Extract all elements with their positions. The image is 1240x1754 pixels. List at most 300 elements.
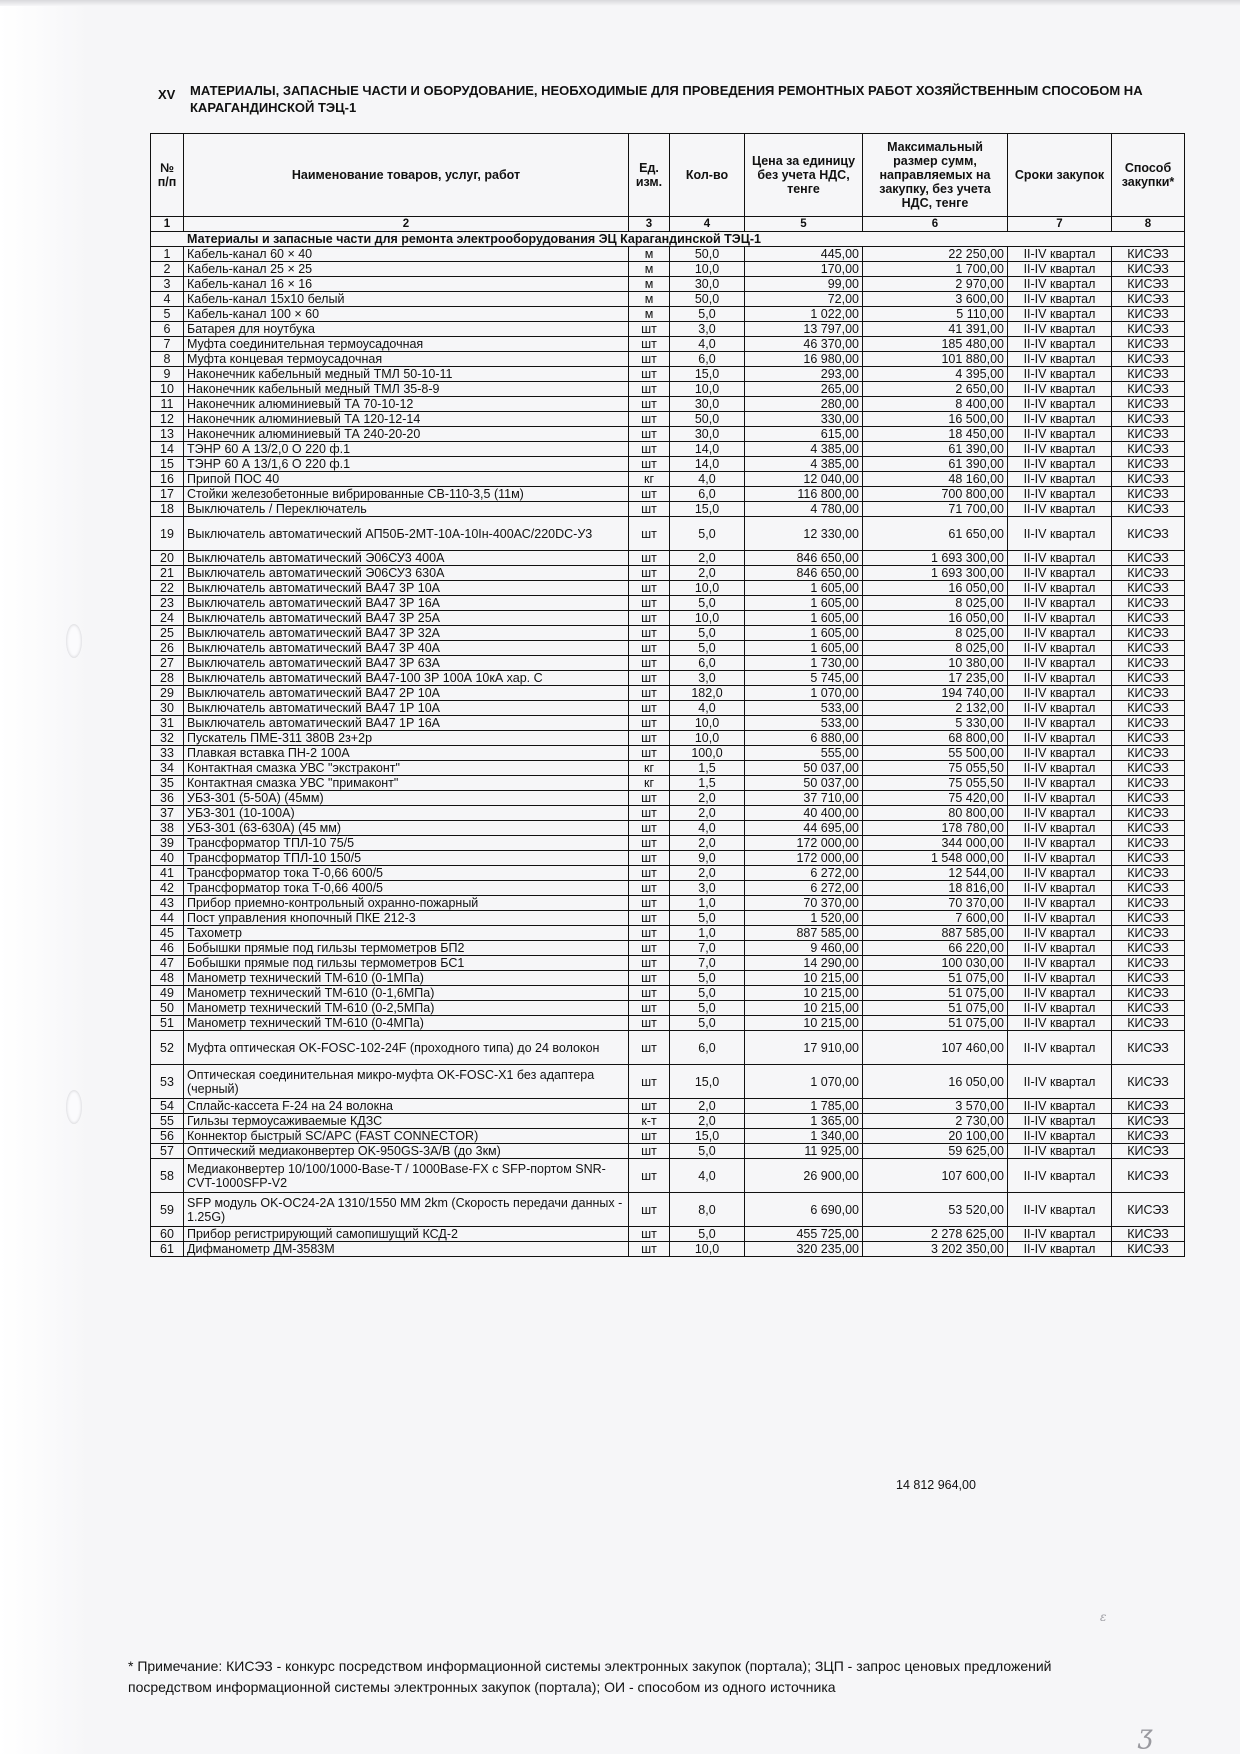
- table-row: [151, 1227, 1185, 1242]
- cell-method: КИСЭЗ: [1112, 731, 1185, 746]
- cell-num: 47: [151, 956, 184, 971]
- cell-num: 31: [151, 716, 184, 731]
- cell-num: 25: [151, 626, 184, 641]
- cell-price: 14 290,00: [745, 956, 863, 971]
- table-row: [151, 277, 1185, 292]
- cell-price: 1 520,00: [745, 911, 863, 926]
- cell-price: 4 385,00: [745, 457, 863, 472]
- cell-num: 27: [151, 656, 184, 671]
- cell-qty: 2,0: [670, 836, 745, 851]
- cell-method: КИСЭЗ: [1112, 397, 1185, 412]
- cell-unit: м: [629, 262, 670, 277]
- cell-num: 3: [151, 277, 184, 292]
- section-title-row: [151, 232, 1185, 247]
- cell-amount: 51 075,00: [863, 1016, 1008, 1031]
- cell-method: КИСЭЗ: [1112, 367, 1185, 382]
- cell-qty: 50,0: [670, 292, 745, 307]
- cell-name: Манометр технический ТМ-610 (0-1,6МПа): [184, 986, 629, 1001]
- cell-period: II-IV квартал: [1008, 1001, 1112, 1016]
- cell-period: II-IV квартал: [1008, 896, 1112, 911]
- cell-name: Контактная смазка УВС "примаконт": [184, 776, 629, 791]
- cell-price: 265,00: [745, 382, 863, 397]
- cell-amount: 3 570,00: [863, 1099, 1008, 1114]
- cell-amount: 4 395,00: [863, 367, 1008, 382]
- cell-price: 1 022,00: [745, 307, 863, 322]
- cell-period: II-IV квартал: [1008, 566, 1112, 581]
- cell-qty: 5,0: [670, 911, 745, 926]
- table-row: [151, 911, 1185, 926]
- cell-method: КИСЭЗ: [1112, 716, 1185, 731]
- cell-name: Выключатель автоматический ВА47 3Р 10А: [184, 581, 629, 596]
- cell-name: ТЭНР 60 А 13/1,6 О 220 ф.1: [184, 457, 629, 472]
- table-row: [151, 1114, 1185, 1129]
- cell-price: 6 690,00: [745, 1193, 863, 1227]
- cell-period: II-IV квартал: [1008, 1193, 1112, 1227]
- cell-method: КИСЭЗ: [1112, 382, 1185, 397]
- cell-price: 846 650,00: [745, 551, 863, 566]
- cell-period: II-IV квартал: [1008, 776, 1112, 791]
- cell-amount: 178 780,00: [863, 821, 1008, 836]
- cell-name: Кабель-канал 25 × 25: [184, 262, 629, 277]
- cell-qty: 7,0: [670, 956, 745, 971]
- cell-qty: 2,0: [670, 806, 745, 821]
- cell-name: Выключатель автоматический ВА47 1Р 16А: [184, 716, 629, 731]
- table-row: [151, 776, 1185, 791]
- section-number: XV: [158, 87, 176, 102]
- cell-price: 4 780,00: [745, 502, 863, 517]
- cell-num: 39: [151, 836, 184, 851]
- cell-num: 50: [151, 1001, 184, 1016]
- cell-unit: шт: [629, 1031, 670, 1065]
- cell-method: КИСЭЗ: [1112, 442, 1185, 457]
- cell-qty: 100,0: [670, 746, 745, 761]
- table-row: [151, 611, 1185, 626]
- cell-period: II-IV квартал: [1008, 1242, 1112, 1257]
- cell-amount: 2 730,00: [863, 1114, 1008, 1129]
- cell-unit: шт: [629, 671, 670, 686]
- cell-qty: 3,0: [670, 881, 745, 896]
- cell-price: 40 400,00: [745, 806, 863, 821]
- cell-amount: 3 600,00: [863, 292, 1008, 307]
- cell-name: Гильзы термоусаживаемые КДЗС: [184, 1114, 629, 1129]
- cell-method: КИСЭЗ: [1112, 746, 1185, 761]
- cell-price: 533,00: [745, 701, 863, 716]
- cell-method: КИСЭЗ: [1112, 517, 1185, 551]
- cell-unit: шт: [629, 517, 670, 551]
- cell-num: 58: [151, 1159, 184, 1193]
- cell-price: 1 070,00: [745, 1065, 863, 1099]
- cell-num: 56: [151, 1129, 184, 1144]
- cell-unit: шт: [629, 686, 670, 701]
- table-row: [151, 397, 1185, 412]
- cell-amount: 80 800,00: [863, 806, 1008, 821]
- table-row: [151, 1016, 1185, 1031]
- cell-num: 36: [151, 791, 184, 806]
- cell-num: 21: [151, 566, 184, 581]
- cell-num: 54: [151, 1099, 184, 1114]
- cell-method: КИСЭЗ: [1112, 1016, 1185, 1031]
- cell-qty: 4,0: [670, 821, 745, 836]
- cell-unit: шт: [629, 716, 670, 731]
- cell-num: 12: [151, 412, 184, 427]
- cell-price: 11 925,00: [745, 1144, 863, 1159]
- cell-price: 6 272,00: [745, 881, 863, 896]
- cell-qty: 10,0: [670, 1242, 745, 1257]
- cell-qty: 5,0: [670, 596, 745, 611]
- cell-unit: кг: [629, 472, 670, 487]
- header-unit: Ед. изм.: [629, 134, 670, 217]
- table-row: [151, 956, 1185, 971]
- cell-qty: 2,0: [670, 791, 745, 806]
- table-row: [151, 322, 1185, 337]
- cell-method: КИСЭЗ: [1112, 881, 1185, 896]
- cell-amount: 75 420,00: [863, 791, 1008, 806]
- cell-unit: шт: [629, 1016, 670, 1031]
- cell-amount: 16 050,00: [863, 581, 1008, 596]
- cell-price: 99,00: [745, 277, 863, 292]
- cell-period: II-IV квартал: [1008, 307, 1112, 322]
- table-row: [151, 1129, 1185, 1144]
- cell-num: 19: [151, 517, 184, 551]
- cell-method: КИСЭЗ: [1112, 866, 1185, 881]
- cell-period: II-IV квартал: [1008, 641, 1112, 656]
- cell-period: II-IV квартал: [1008, 1016, 1112, 1031]
- cell-method: КИСЭЗ: [1112, 791, 1185, 806]
- cell-num: 59: [151, 1193, 184, 1227]
- cell-method: КИСЭЗ: [1112, 307, 1185, 322]
- cell-amount: 1 693 300,00: [863, 551, 1008, 566]
- table-row: [151, 821, 1185, 836]
- cell-name: Оптическая соединительная микро-муфта OK-FOSC-X1 без адаптера (черный): [184, 1065, 629, 1099]
- cell-price: 887 585,00: [745, 926, 863, 941]
- cell-method: КИСЭЗ: [1112, 1001, 1185, 1016]
- cell-qty: 14,0: [670, 457, 745, 472]
- cell-qty: 15,0: [670, 367, 745, 382]
- cell-period: II-IV квартал: [1008, 397, 1112, 412]
- cell-qty: 5,0: [670, 1016, 745, 1031]
- cell-method: КИСЭЗ: [1112, 821, 1185, 836]
- cell-unit: шт: [629, 731, 670, 746]
- cell-unit: шт: [629, 1129, 670, 1144]
- cell-method: КИСЭЗ: [1112, 776, 1185, 791]
- cell-num: 28: [151, 671, 184, 686]
- cell-price: 1 070,00: [745, 686, 863, 701]
- cell-period: II-IV квартал: [1008, 1065, 1112, 1099]
- cell-period: II-IV квартал: [1008, 1114, 1112, 1129]
- cell-num: 32: [151, 731, 184, 746]
- cell-name: Батарея для ноутбука: [184, 322, 629, 337]
- cell-num: 38: [151, 821, 184, 836]
- cell-method: КИСЭЗ: [1112, 836, 1185, 851]
- footnote: * Примечание: КИСЭЗ - конкурс посредством информационной системы электронных закупок (портала); ЗЦП - запрос ценовых предложений посредством информационной системы электронных закупок (портала); ОИ - способом из одного источника: [128, 1658, 1052, 1695]
- cell-amount: 16 050,00: [863, 1065, 1008, 1099]
- cell-amount: 2 970,00: [863, 277, 1008, 292]
- cell-period: II-IV квартал: [1008, 731, 1112, 746]
- cell-qty: 4,0: [670, 1159, 745, 1193]
- table-row: [151, 337, 1185, 352]
- cell-num: 7: [151, 337, 184, 352]
- column-index-row: [151, 217, 1185, 232]
- cell-price: 6 880,00: [745, 731, 863, 746]
- cell-method: КИСЭЗ: [1112, 941, 1185, 956]
- cell-price: 1 365,00: [745, 1114, 863, 1129]
- punch-hole: [66, 624, 82, 658]
- cell-unit: кг: [629, 761, 670, 776]
- cell-period: II-IV квартал: [1008, 442, 1112, 457]
- cell-price: 1 730,00: [745, 656, 863, 671]
- cell-unit: шт: [629, 941, 670, 956]
- cell-method: КИСЭЗ: [1112, 896, 1185, 911]
- cell-method: КИСЭЗ: [1112, 1193, 1185, 1227]
- cell-name: Выключатель автоматический АП50Б-2МТ-10А-10Iн-400АС/220DC-У3: [184, 517, 629, 551]
- cell-period: II-IV квартал: [1008, 956, 1112, 971]
- header-method: Способ закупки*: [1112, 134, 1185, 217]
- cell-num: 11: [151, 397, 184, 412]
- cell-unit: шт: [629, 1159, 670, 1193]
- cell-amount: 51 075,00: [863, 986, 1008, 1001]
- cell-name: Бобышки прямые под гильзы термометров БП2: [184, 941, 629, 956]
- table-row: [151, 731, 1185, 746]
- cell-qty: 7,0: [670, 941, 745, 956]
- cell-period: II-IV квартал: [1008, 971, 1112, 986]
- document-title: МАТЕРИАЛЫ, ЗАПАСНЫЕ ЧАСТИ И ОБОРУДОВАНИЕ, НЕОБХОДИМЫЕ ДЛЯ ПРОВЕДЕНИЯ РЕМОНТНЫХ РАБОТ ХОЗЯЙСТВЕННЫМ СПОСОБОМ НА КАРАГАНДИНСКОЙ ТЭЦ-1: [190, 83, 1143, 115]
- cell-amount: 68 800,00: [863, 731, 1008, 746]
- cell-num: 16: [151, 472, 184, 487]
- cell-unit: кг: [629, 776, 670, 791]
- cell-price: 1 785,00: [745, 1099, 863, 1114]
- cell-num: 52: [151, 1031, 184, 1065]
- cell-period: II-IV квартал: [1008, 851, 1112, 866]
- cell-qty: 10,0: [670, 262, 745, 277]
- cell-price: 280,00: [745, 397, 863, 412]
- cell-amount: 194 740,00: [863, 686, 1008, 701]
- cell-price: 50 037,00: [745, 761, 863, 776]
- cell-num: 13: [151, 427, 184, 442]
- cell-price: 12 330,00: [745, 517, 863, 551]
- cell-unit: шт: [629, 442, 670, 457]
- cell-num: 41: [151, 866, 184, 881]
- cell-price: 72,00: [745, 292, 863, 307]
- cell-unit: шт: [629, 1144, 670, 1159]
- cell-name: Выключатель автоматический ВА47-100 3Р 100А 10кА хар. С: [184, 671, 629, 686]
- cell-period: II-IV квартал: [1008, 1159, 1112, 1193]
- cell-period: II-IV квартал: [1008, 352, 1112, 367]
- cell-method: КИСЭЗ: [1112, 1114, 1185, 1129]
- cell-name: Трансформатор тока Т-0,66 400/5: [184, 881, 629, 896]
- cell-num: 53: [151, 1065, 184, 1099]
- table-row: [151, 656, 1185, 671]
- table-row: [151, 262, 1185, 277]
- cell-method: КИСЭЗ: [1112, 701, 1185, 716]
- cell-name: Дифманометр ДМ-3583М: [184, 1242, 629, 1257]
- cell-num: 34: [151, 761, 184, 776]
- cell-period: II-IV квартал: [1008, 277, 1112, 292]
- cell-price: 1 605,00: [745, 596, 863, 611]
- cell-unit: шт: [629, 487, 670, 502]
- cell-method: КИСЭЗ: [1112, 457, 1185, 472]
- cell-unit: шт: [629, 881, 670, 896]
- cell-qty: 5,0: [670, 641, 745, 656]
- cell-period: II-IV квартал: [1008, 626, 1112, 641]
- cell-qty: 5,0: [670, 971, 745, 986]
- cell-method: КИСЭЗ: [1112, 352, 1185, 367]
- cell-period: II-IV квартал: [1008, 701, 1112, 716]
- cell-num: 20: [151, 551, 184, 566]
- cell-amount: 2 650,00: [863, 382, 1008, 397]
- cell-amount: 75 055,50: [863, 776, 1008, 791]
- cell-qty: 6,0: [670, 352, 745, 367]
- cell-name: Манометр технический ТМ-610 (0-2,5МПа): [184, 1001, 629, 1016]
- table-row: [151, 551, 1185, 566]
- cell-price: 330,00: [745, 412, 863, 427]
- procurement-table: [150, 133, 1185, 1257]
- cell-qty: 14,0: [670, 442, 745, 457]
- cell-qty: 2,0: [670, 551, 745, 566]
- table-row: [151, 851, 1185, 866]
- cell-qty: 9,0: [670, 851, 745, 866]
- table-row: [151, 442, 1185, 457]
- cell-qty: 10,0: [670, 382, 745, 397]
- cell-price: 37 710,00: [745, 791, 863, 806]
- cell-amount: 1 700,00: [863, 262, 1008, 277]
- table-row: [151, 671, 1185, 686]
- cell-unit: м: [629, 247, 670, 262]
- cell-price: 17 910,00: [745, 1031, 863, 1065]
- cell-price: 615,00: [745, 427, 863, 442]
- cell-unit: шт: [629, 1193, 670, 1227]
- cell-period: II-IV квартал: [1008, 686, 1112, 701]
- cell-unit: шт: [629, 791, 670, 806]
- cell-name: Манометр технический ТМ-610 (0-4МПа): [184, 1016, 629, 1031]
- cell-unit: шт: [629, 596, 670, 611]
- table-row: [151, 487, 1185, 502]
- cell-unit: шт: [629, 866, 670, 881]
- cell-unit: шт: [629, 656, 670, 671]
- cell-name: Выключатель / Переключатель: [184, 502, 629, 517]
- cell-name: Выключатель автоматический ВА47 3Р 63А: [184, 656, 629, 671]
- table-row: [151, 517, 1185, 551]
- cell-num: 35: [151, 776, 184, 791]
- cell-name: Коннектор быстрый SC/APC (FAST CONNECTOR): [184, 1129, 629, 1144]
- cell-price: 445,00: [745, 247, 863, 262]
- cell-price: 50 037,00: [745, 776, 863, 791]
- cell-method: КИСЭЗ: [1112, 581, 1185, 596]
- table-header-row: [151, 134, 1185, 217]
- cell-period: II-IV квартал: [1008, 596, 1112, 611]
- cell-qty: 5,0: [670, 1144, 745, 1159]
- cell-unit: шт: [629, 1099, 670, 1114]
- cell-name: Манометр технический ТМ-610 (0-1МПа): [184, 971, 629, 986]
- table-row: [151, 896, 1185, 911]
- cell-method: КИСЭЗ: [1112, 656, 1185, 671]
- cell-qty: 10,0: [670, 731, 745, 746]
- cell-period: II-IV квартал: [1008, 716, 1112, 731]
- cell-name: Муфта оптическая OK-FOSC-102-24F (проходного типа) до 24 волокон: [184, 1031, 629, 1065]
- cell-method: КИСЭЗ: [1112, 292, 1185, 307]
- cell-qty: 5,0: [670, 517, 745, 551]
- cell-price: 172 000,00: [745, 851, 863, 866]
- cell-method: КИСЭЗ: [1112, 412, 1185, 427]
- table-row: [151, 881, 1185, 896]
- cell-amount: 70 370,00: [863, 896, 1008, 911]
- cell-name: Выключатель автоматический Э06СУ3 630А: [184, 566, 629, 581]
- cell-amount: 2 278 625,00: [863, 1227, 1008, 1242]
- cell-amount: 20 100,00: [863, 1129, 1008, 1144]
- cell-qty: 50,0: [670, 412, 745, 427]
- table-row: [151, 1242, 1185, 1257]
- cell-name: Контактная смазка УВС "экстраконт": [184, 761, 629, 776]
- table-row: [151, 926, 1185, 941]
- cell-qty: 1,5: [670, 776, 745, 791]
- column-index: 4: [670, 217, 745, 232]
- pen-mark: ɛ: [1100, 1610, 1107, 1624]
- cell-unit: шт: [629, 1001, 670, 1016]
- cell-name: Муфта концевая термоусадочная: [184, 352, 629, 367]
- cell-name: УБЗ-301 (5-50А) (45мм): [184, 791, 629, 806]
- cell-method: КИСЭЗ: [1112, 1159, 1185, 1193]
- cell-qty: 15,0: [670, 1129, 745, 1144]
- cell-amount: 16 050,00: [863, 611, 1008, 626]
- table-row: [151, 641, 1185, 656]
- cell-qty: 1,0: [670, 926, 745, 941]
- cell-amount: 17 235,00: [863, 671, 1008, 686]
- cell-amount: 12 544,00: [863, 866, 1008, 881]
- column-index: 6: [863, 217, 1008, 232]
- cell-period: II-IV квартал: [1008, 821, 1112, 836]
- cell-num: 23: [151, 596, 184, 611]
- cell-num: 40: [151, 851, 184, 866]
- cell-num: 44: [151, 911, 184, 926]
- cell-num: 42: [151, 881, 184, 896]
- column-index: 5: [745, 217, 863, 232]
- grand-total: 14 812 964,00: [896, 1478, 976, 1492]
- cell-amount: 101 880,00: [863, 352, 1008, 367]
- cell-period: II-IV квартал: [1008, 457, 1112, 472]
- cell-price: 5 745,00: [745, 671, 863, 686]
- cell-period: II-IV квартал: [1008, 367, 1112, 382]
- cell-unit: шт: [629, 397, 670, 412]
- cell-num: 5: [151, 307, 184, 322]
- cell-name: Кабель-канал 15x10 белый: [184, 292, 629, 307]
- cell-num: 57: [151, 1144, 184, 1159]
- cell-method: КИСЭЗ: [1112, 502, 1185, 517]
- cell-num: 55: [151, 1114, 184, 1129]
- cell-method: КИСЭЗ: [1112, 761, 1185, 776]
- cell-price: 555,00: [745, 746, 863, 761]
- cell-name: Муфта соединительная термоусадочная: [184, 337, 629, 352]
- cell-num: 17: [151, 487, 184, 502]
- cell-price: 533,00: [745, 716, 863, 731]
- cell-amount: 18 450,00: [863, 427, 1008, 442]
- cell-period: II-IV квартал: [1008, 262, 1112, 277]
- cell-price: 172 000,00: [745, 836, 863, 851]
- section-title: Материалы и запасные части для ремонта электрооборудования ЭЦ Карагандинской ТЭЦ-1: [151, 232, 1185, 247]
- cell-name: Выключатель автоматический ВА47 1Р 10А: [184, 701, 629, 716]
- cell-qty: 10,0: [670, 716, 745, 731]
- cell-amount: 41 391,00: [863, 322, 1008, 337]
- cell-price: 846 650,00: [745, 566, 863, 581]
- cell-amount: 18 816,00: [863, 881, 1008, 896]
- cell-period: II-IV квартал: [1008, 322, 1112, 337]
- cell-qty: 5,0: [670, 986, 745, 1001]
- cell-unit: шт: [629, 896, 670, 911]
- table-row: [151, 566, 1185, 581]
- cell-num: 4: [151, 292, 184, 307]
- header-period: Сроки закупок: [1008, 134, 1112, 217]
- cell-qty: 50,0: [670, 247, 745, 262]
- cell-method: КИСЭЗ: [1112, 247, 1185, 262]
- cell-amount: 1 548 000,00: [863, 851, 1008, 866]
